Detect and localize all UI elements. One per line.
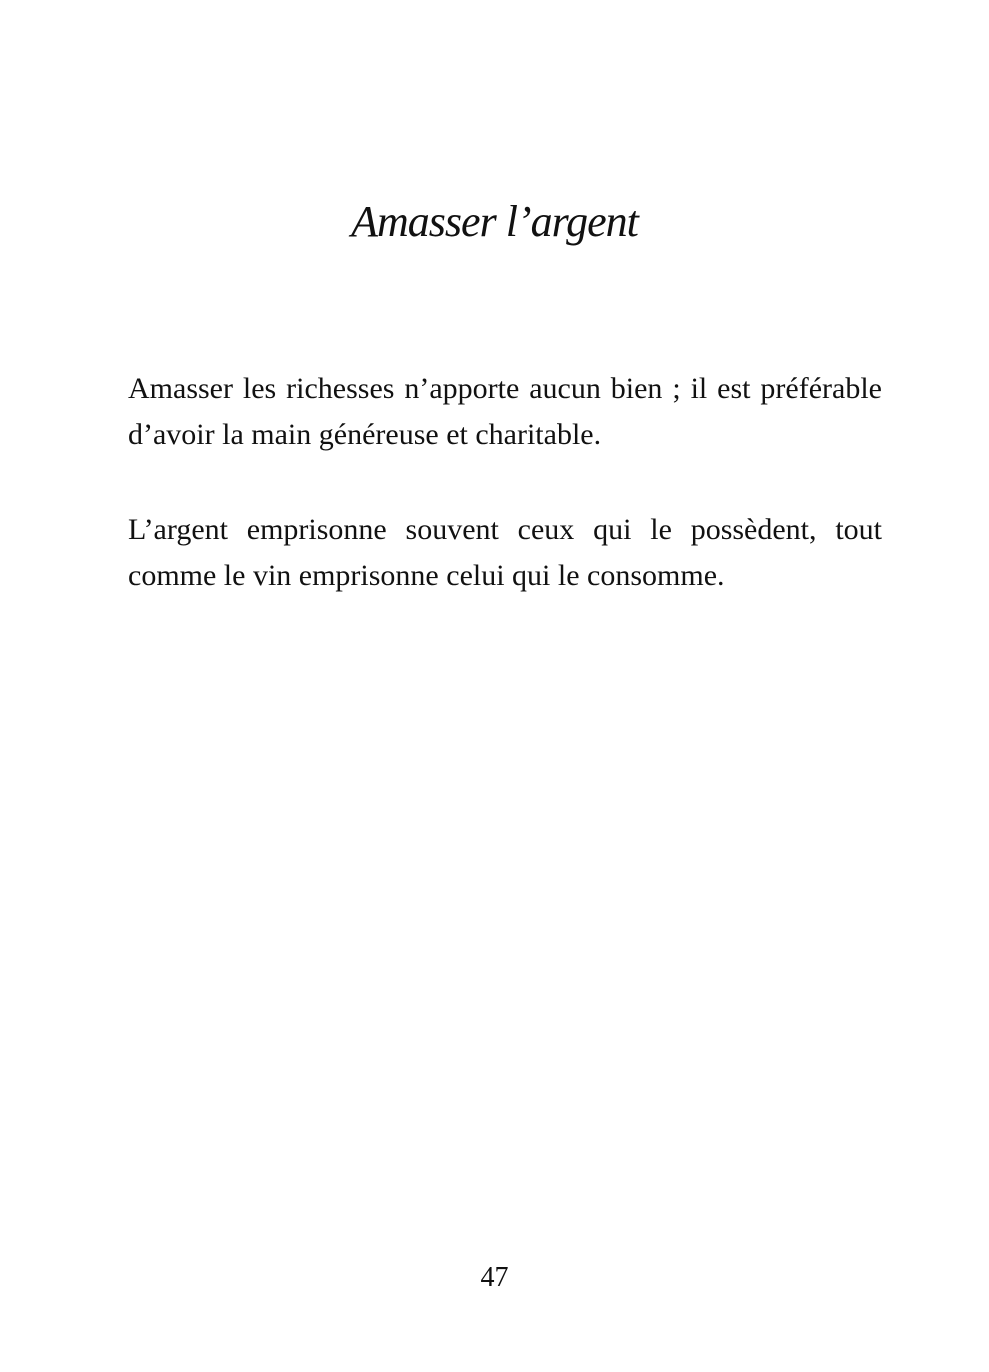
page-title: Amasser l’argent: [351, 197, 638, 246]
paragraph-2: L’argent emprisonne souvent ceux qui le possèdent, tout comme le vin emprisonne celui qui le consomme.: [128, 513, 882, 592]
paragraph-1: Amasser les richesses n’apporte aucun bien ; il est préférable d’avoir la main généreuse et charitable.: [128, 372, 882, 451]
page-number: 47: [480, 1262, 509, 1293]
